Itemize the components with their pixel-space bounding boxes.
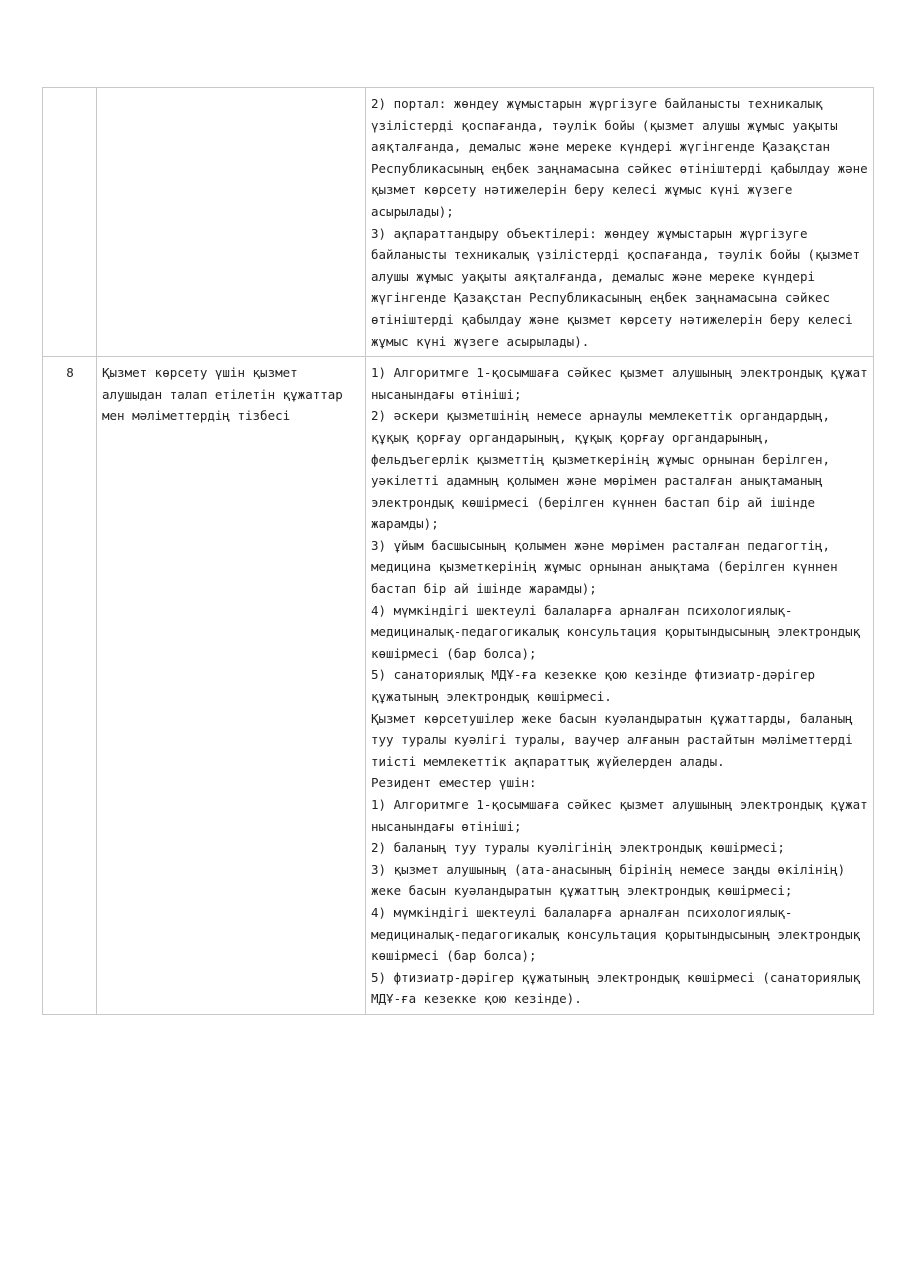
content-paragraph: 3) қызмет алушының (ата-анасының бірінің немесе заңды өкілінің) жеке басын куәландыратын құжаттың электрондық көшірмесі; (371, 861, 853, 899)
content-paragraph: Резидент еместер үшін: (371, 775, 537, 791)
table-row (43, 88, 874, 357)
content-paragraph: Қызмет көрсетушілер жеке басын куәландыратын құжаттарды, баланың туу туралы куәлігі туралы, ваучер алғанын растайтын мәліметтерді тиісті мемлекеттік ақпараттық жүйелерден алады. (371, 710, 861, 769)
row-content (366, 88, 874, 357)
row-name-text: Қызмет көрсету үшін қызмет алушыдан талап етілетін құжаттар мен мәліметтердің тізбесі (102, 365, 351, 424)
content-paragraph: 4) мүмкіндігі шектеулі балаларға арналған психологиялық-медициналық-педагогикалық консультация қорытындысының электрондық көшірмесі (бар болса); (371, 602, 868, 661)
row-name (97, 357, 366, 1015)
row-number: 8 (43, 357, 97, 1015)
content-paragraph: 3) ұйым басшысының қолымен және мөрімен расталған педагогтің, медицина қызметкерінің жұмыс орнынан анықтама (берілген күннен бастап бір ай ішінде жарамды); (371, 537, 846, 597)
content-paragraph: 1) Алгоритмге 1-қосымшаға сәйкес қызмет алушының электрондық құжат нысанындағы өтініші; (371, 365, 876, 402)
content-paragraph: 2) әскери қызметшінің немесе арнаулы мемлекеттік органдардың, құқық қорғау органдарының, құқық қорғау органдарының, фельдъегерлік қызметтің қызметкерінің жұмыс орнынан берілген, уәкілетті адамның қолымен және мөрімен расталған анықтаманың электрондық көшірмесі (берілген күннен бастап бір ай ішінде жарамды); (371, 408, 838, 532)
document-table (42, 87, 874, 1015)
content-paragraph: 4) мүмкіндігі шектеулі балаларға арналған психологиялық-медициналық-педагогикалық консультация қорытындысының электрондық көшірмесі (бар болса); (371, 904, 868, 964)
content-paragraph: 5) санаториялық МДҰ-ға кезекке қою кезінде фтизиатр-дәрігер құжатының электрондық көшірмесі. (371, 667, 823, 705)
row-name (97, 88, 366, 357)
content-paragraph: 5) фтизиатр-дәрігер құжатының электрондық көшірмесі (санаториялық МДҰ-ға кезекке қою кезінде). (371, 969, 868, 1007)
row-content (366, 357, 874, 1015)
row-number (43, 88, 97, 357)
content-paragraph: 2) баланың туу туралы куәлігінің электрондық көшірмесі; (371, 840, 785, 856)
table-row (43, 357, 874, 1015)
content-paragraph: 3) ақпараттандыру объектілері: жөндеу жұмыстарын жүргізуге байланысты техникалық үзілістерді қоспағанда, тәулік бойы (қызмет алушы жұмыс уақыты аяқталғанда, демалыс және мереке күндері жүгінгенде Қазақстан Республикасының еңбек заңнамасына сәйкес өтініштерді қабылдау және қызмет көрсету нәтижелерін беру келесі жұмыс күні жүзеге асырылады). (371, 225, 868, 349)
content-paragraph: 2) портал: жөндеу жұмыстарын жүргізуге байланысты техникалық үзілістерді қоспағанда, тәулік бойы (қызмет алушы жұмыс уақыты аяқталғанда, демалыс және мереке күндері жүгінгенде Қазақстан Республикасының еңбек заңнамасына сәйкес өтініштерді қабылдау және қызмет көрсету нәтижелерін беру келесі жұмыс күні жүзеге асырылады); (371, 96, 876, 219)
content-paragraph: 1) Алгоритмге 1-қосымшаға сәйкес қызмет алушының электрондық құжат нысанындағы өтініші; (371, 797, 876, 834)
